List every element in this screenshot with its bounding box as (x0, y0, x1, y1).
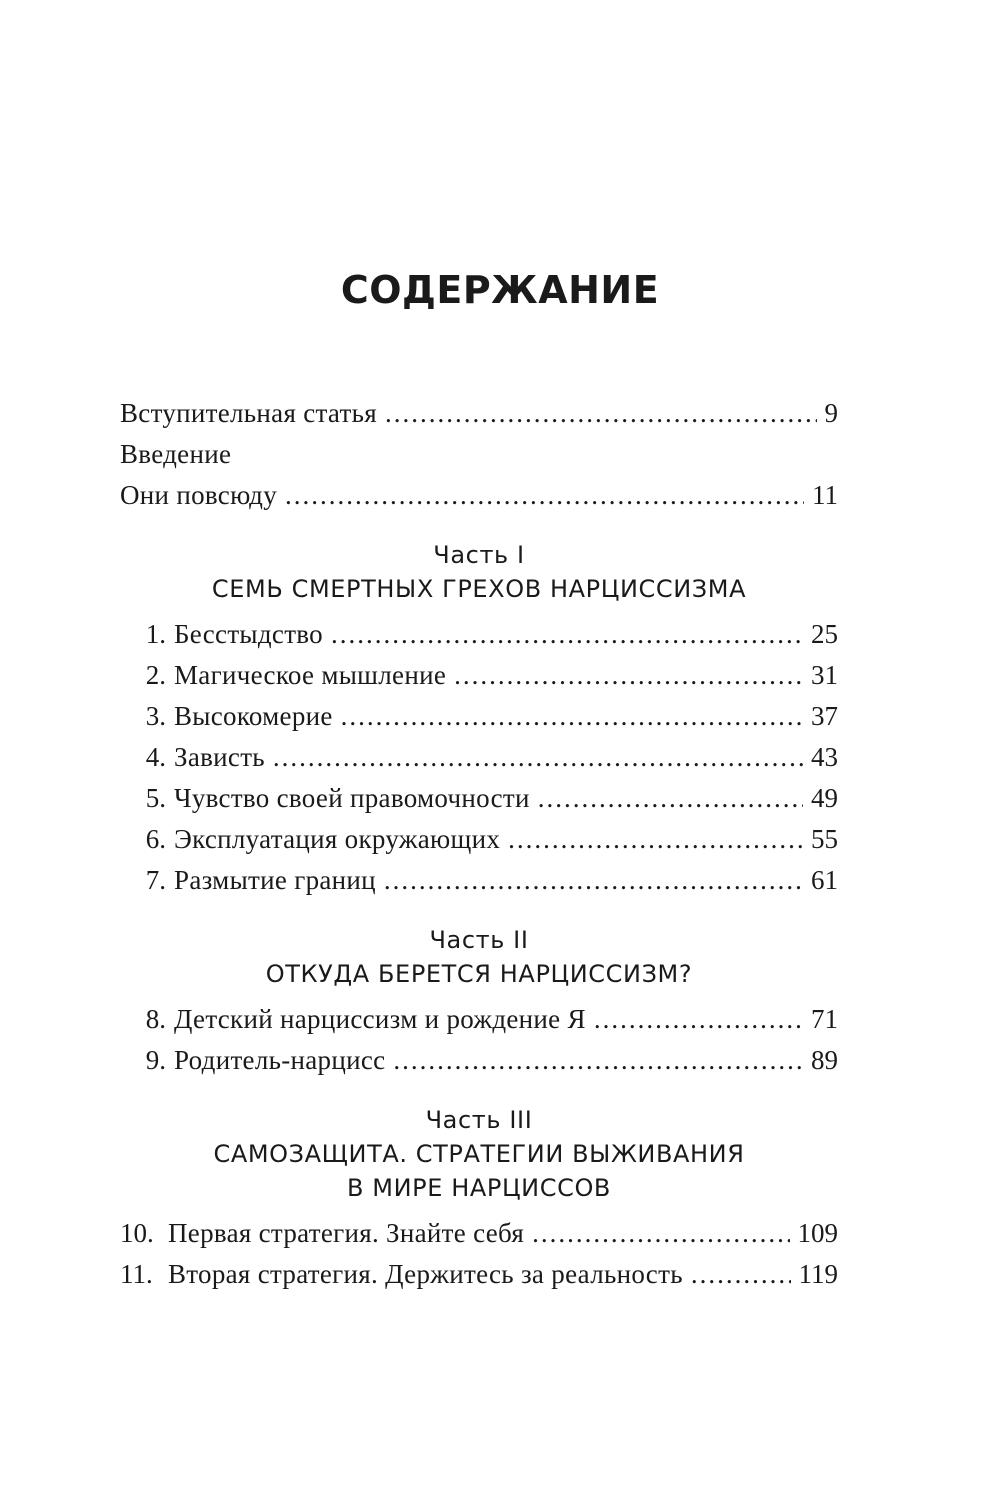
toc-entry-chapter-7[interactable] (120, 860, 838, 901)
toc-entry-title: Родитель-нарцисс (174, 1045, 386, 1075)
toc-entry-chapter-3[interactable] (120, 696, 838, 737)
toc-entry-title: Бесстыдство (174, 619, 323, 649)
toc-entry-page: 25 (811, 619, 838, 649)
toc-entry-chapter-11[interactable] (120, 1254, 838, 1295)
chapter-number: 2. (145, 660, 166, 690)
page-title: СОДЕРЖАНИЕ (340, 268, 660, 312)
toc-entry-chapter-4[interactable] (120, 737, 838, 778)
toc-entry-page: 43 (811, 742, 838, 772)
dot-leader (532, 1213, 789, 1254)
toc-entry-chapter-2[interactable] (120, 655, 838, 696)
toc-entry-page: 11 (812, 480, 838, 510)
dot-leader (273, 737, 803, 778)
toc-entry-chapter-6[interactable] (120, 819, 838, 860)
toc-entry-chapter-8[interactable] (120, 999, 838, 1040)
toc-entry-title: Они повсюду (120, 480, 278, 510)
toc-entry-chapter-10[interactable] (120, 1213, 838, 1254)
toc-entry-title: Зависть (174, 742, 265, 772)
chapter-number: 5. (145, 783, 166, 813)
toc-entry-chapter-1[interactable] (120, 614, 838, 655)
toc-entry-page: 71 (811, 1004, 838, 1034)
toc-entry-foreword[interactable] (120, 393, 838, 434)
chapter-number: 8. (145, 1004, 166, 1034)
toc-entry-page: 31 (811, 660, 838, 690)
toc-entry-title: Эксплуатация окружающих (174, 824, 501, 854)
toc-entry-title: Вступительная статья (120, 398, 377, 428)
dot-leader (341, 696, 803, 737)
part-label: Часть III (425, 1106, 533, 1134)
toc-entry-page: 37 (811, 701, 838, 731)
dot-leader (331, 614, 803, 655)
toc-entry-chapter-5[interactable] (120, 778, 838, 819)
toc-entry-title: Введение (120, 439, 232, 469)
part-title-line-1: САМОЗАЩИТА. СТРАТЕГИИ ВЫЖИВАНИЯ (213, 1140, 745, 1168)
toc-entry-title: Магическое мышление (174, 660, 447, 690)
dot-leader (508, 819, 803, 860)
toc-entry-page: 61 (811, 865, 838, 895)
part-heading-2 (120, 923, 838, 991)
dot-leader (384, 860, 803, 901)
toc-entry-page: 9 (824, 398, 838, 428)
dot-leader (285, 475, 804, 516)
part-heading-3 (120, 1103, 838, 1205)
toc-entry-page: 55 (811, 824, 838, 854)
toc-entry-title: Размытие границ (174, 865, 376, 895)
part-heading-1 (120, 538, 838, 606)
toc-entry-page: 89 (811, 1045, 838, 1075)
dot-leader (454, 655, 803, 696)
part-title-line-2: В МИРЕ НАРЦИССОВ (346, 1174, 611, 1202)
chapter-number: 1. (145, 619, 166, 649)
toc-entry-title: Чувство своей правомочности (174, 783, 530, 813)
toc-entry-title: Вторая стратегия. Держитесь за реальность (168, 1259, 683, 1289)
chapter-number: 6. (145, 824, 166, 854)
dot-leader (594, 999, 803, 1040)
part-title: СЕМЬ СМЕРТНЫХ ГРЕХОВ НАРЦИССИЗМА (211, 575, 747, 603)
toc-entry-page: 109 (797, 1218, 838, 1248)
dot-leader (538, 778, 803, 819)
chapter-number: 7. (145, 865, 166, 895)
toc-entry-chapter-9[interactable] (120, 1040, 838, 1081)
toc-entry-page: 49 (811, 783, 838, 813)
chapter-number: 3. (145, 701, 166, 731)
dot-leader (691, 1254, 791, 1295)
chapter-number: 4. (145, 742, 166, 772)
toc-entry-title: Первая стратегия. Знайте себя (168, 1218, 525, 1248)
chapter-number: 9. (145, 1045, 166, 1075)
toc-entry-title: Высокомерие (174, 701, 333, 731)
toc-entry-page: 119 (798, 1259, 838, 1289)
toc-entry-introduction-label (120, 434, 838, 475)
part-label: Часть II (429, 926, 529, 954)
table-of-contents (120, 393, 838, 1295)
part-label: Часть I (433, 541, 525, 569)
part-title: ОТКУДА БЕРЕТСЯ НАРЦИССИЗМ? (265, 960, 693, 988)
chapter-number: 11. (120, 1259, 153, 1289)
dot-leader (385, 393, 817, 434)
chapter-number: 10. (120, 1218, 154, 1248)
toc-entry-title: Детский нарциссизм и рождение Я (174, 1004, 586, 1034)
dot-leader (393, 1040, 803, 1081)
toc-entry-introduction[interactable] (120, 475, 838, 516)
